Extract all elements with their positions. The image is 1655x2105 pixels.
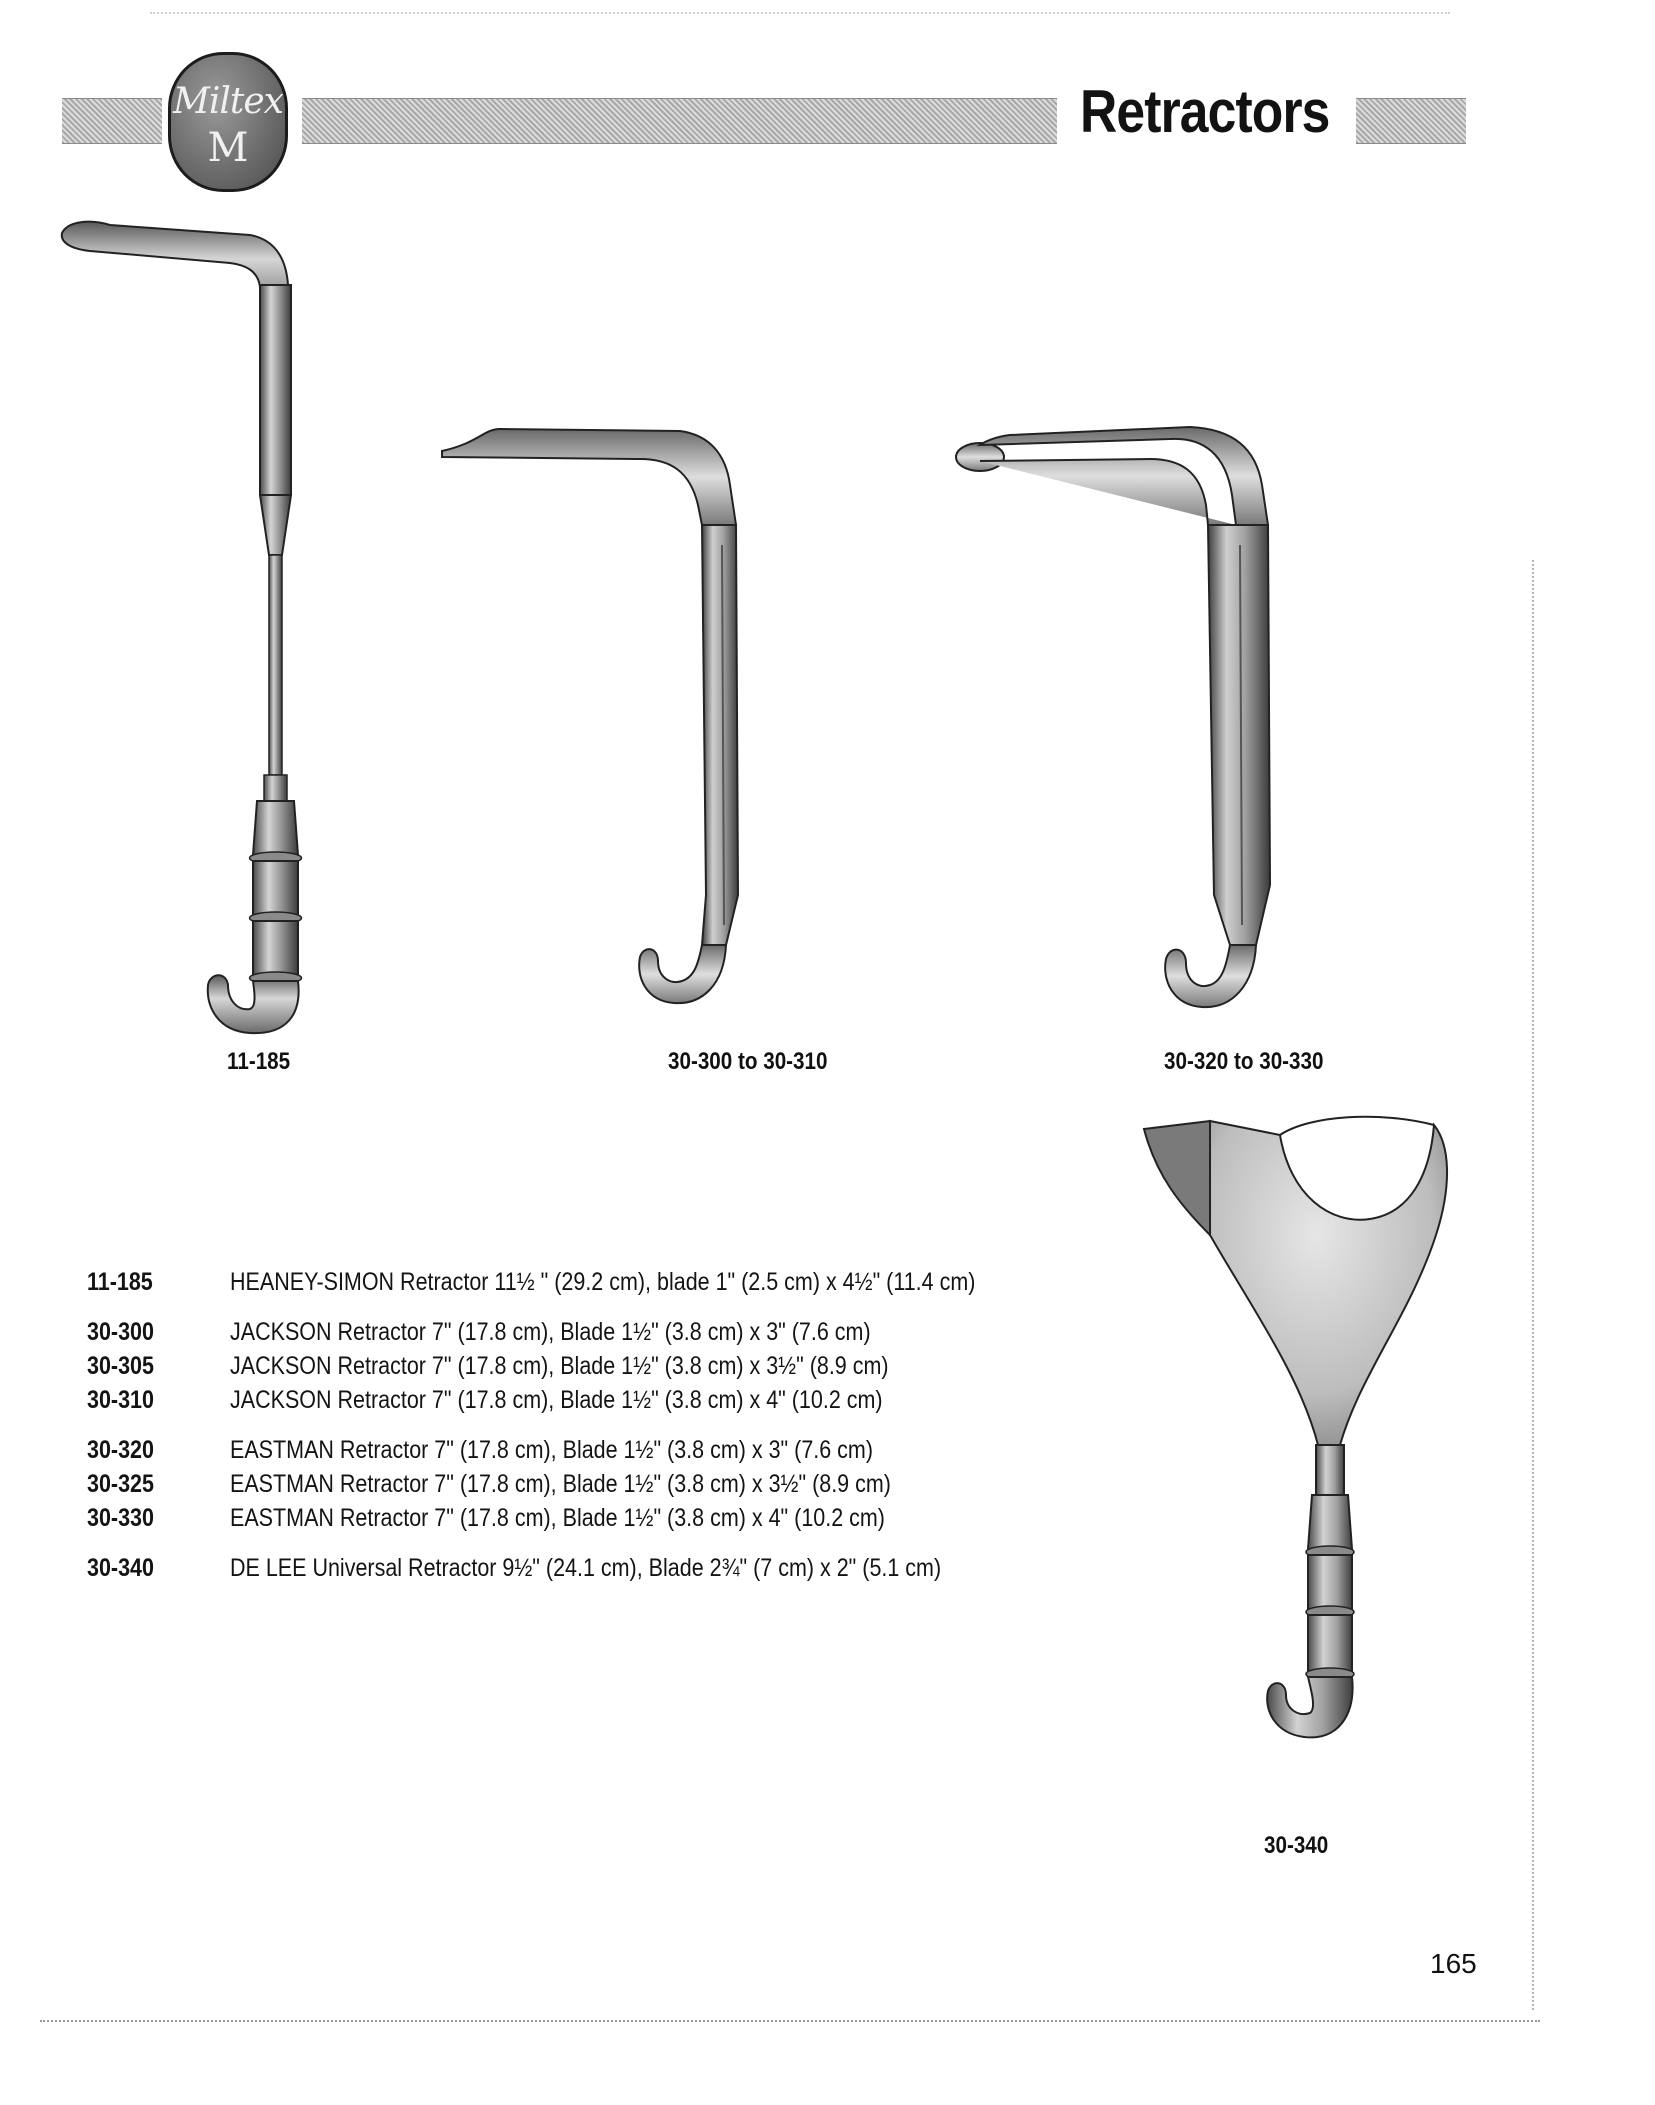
heaney-simon-retractor-illustration: [50, 215, 350, 1045]
catalog-number: 30-340: [87, 1554, 154, 1582]
header-bar-right: [1356, 98, 1466, 144]
figure-caption-30-320-to-30-330: 30-320 to 30-330: [1164, 1048, 1324, 1075]
catalog-description: EASTMAN Retractor 7" (17.8 cm), Blade 1½" (3.8 cm) x 3½" (8.9 cm): [230, 1470, 891, 1498]
catalog-number: 11-185: [87, 1268, 153, 1296]
scan-border-bottom: [40, 2020, 1540, 2022]
logo-script: Miltex: [173, 81, 283, 122]
figure-caption-30-300-to-30-310: 30-300 to 30-310: [668, 1048, 828, 1075]
catalog-description: JACKSON Retractor 7" (17.8 cm), Blade 1½" (3.8 cm) x 4" (10.2 cm): [230, 1386, 883, 1414]
jackson-retractor-illustration: [440, 425, 840, 1025]
catalog-row: [87, 1383, 1167, 1417]
catalog-number: 30-320: [87, 1436, 154, 1464]
catalog-number: 30-325: [87, 1470, 154, 1498]
catalog-description: JACKSON Retractor 7" (17.8 cm), Blade 1½" (3.8 cm) x 3½" (8.9 cm): [230, 1352, 889, 1380]
scan-border-top: [150, 12, 1450, 14]
catalog-listing: [87, 1265, 1167, 1585]
figure-caption-11-185: 11-185: [227, 1048, 291, 1075]
catalog-row: [87, 1501, 1167, 1535]
catalog-description: HEANEY-SIMON Retractor 11½ " (29.2 cm), blade 1" (2.5 cm) x 4½" (11.4 cm): [230, 1268, 976, 1296]
eastman-retractor-illustration: [950, 425, 1350, 1025]
catalog-row: [87, 1349, 1167, 1383]
catalog-number: 30-305: [87, 1352, 154, 1380]
catalog-description: EASTMAN Retractor 7" (17.8 cm), Blade 1½" (3.8 cm) x 3" (7.6 cm): [230, 1436, 873, 1464]
section-title: Retractors: [1080, 78, 1330, 145]
page-number: 165: [1430, 1948, 1477, 1979]
catalog-row: [87, 1265, 1167, 1299]
catalog-row: [87, 1551, 1167, 1585]
header-bar-middle: [302, 98, 1057, 144]
logo-mark: M: [207, 125, 249, 171]
catalog-description: EASTMAN Retractor 7" (17.8 cm), Blade 1½" (3.8 cm) x 4" (10.2 cm): [230, 1504, 885, 1532]
de-lee-universal-retractor-illustration: [1140, 1115, 1460, 1815]
catalog-number: 30-310: [87, 1386, 154, 1414]
catalog-description: DE LEE Universal Retractor 9½" (24.1 cm), Blade 2¾" (7 cm) x 2" (5.1 cm): [230, 1554, 942, 1582]
catalog-row: [87, 1467, 1167, 1501]
catalog-row: [87, 1315, 1167, 1349]
miltex-logo: [168, 52, 288, 192]
scan-border-right: [1532, 560, 1534, 2010]
catalog-row: [87, 1433, 1167, 1467]
catalog-description: JACKSON Retractor 7" (17.8 cm), Blade 1½" (3.8 cm) x 3" (7.6 cm): [230, 1318, 871, 1346]
header-bar-left: [62, 98, 162, 144]
catalog-number: 30-330: [87, 1504, 154, 1532]
catalog-number: 30-300: [87, 1318, 154, 1346]
figure-caption-30-340: 30-340: [1264, 1832, 1329, 1859]
